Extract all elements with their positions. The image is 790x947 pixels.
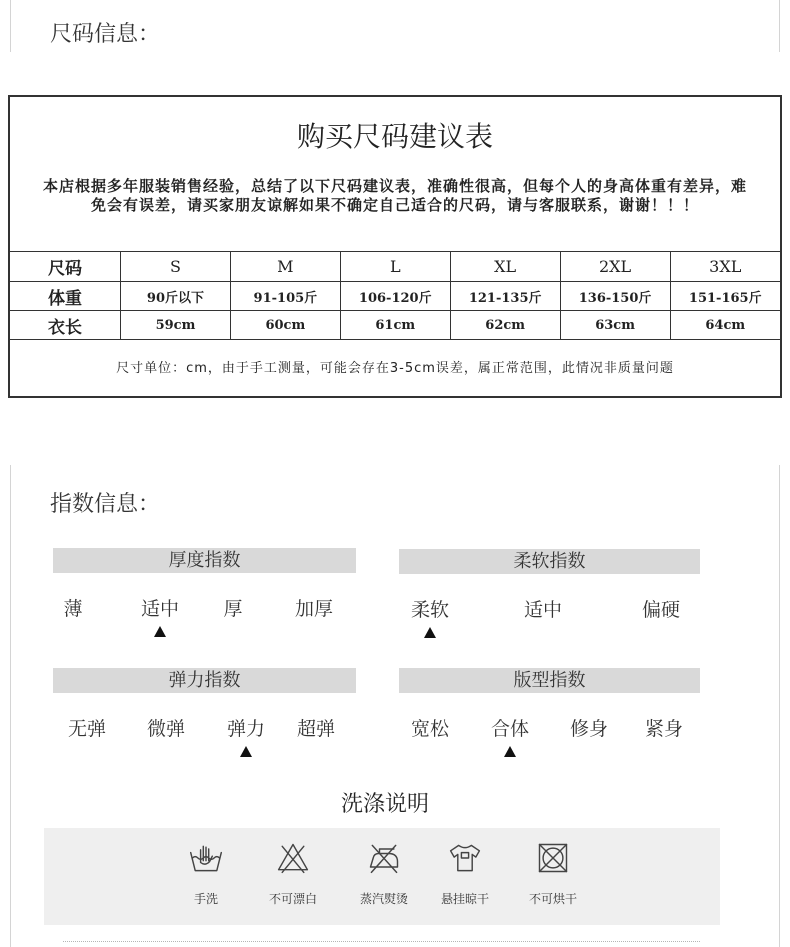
table-cell: 59cm (121, 311, 231, 340)
wash-label: 不可烘干 (528, 892, 577, 906)
wash-item (344, 828, 424, 925)
table-cell: XL (450, 252, 560, 282)
wash-item (513, 828, 593, 925)
table-cell: 63cm (560, 311, 670, 340)
no-tumble-dry-icon (535, 840, 571, 876)
table-cell: 106-120斤 (340, 282, 450, 311)
hang-dry-icon (447, 840, 483, 876)
index-option-label: 合体 (490, 718, 529, 740)
index-title: 柔软指数 (399, 549, 700, 574)
table-cell: M (230, 252, 340, 282)
index-option (198, 598, 268, 637)
index-option (125, 598, 195, 637)
index-option-label: 加厚 (294, 598, 333, 620)
index-option-label: 柔软 (410, 599, 449, 621)
index-option (52, 718, 122, 757)
no-bleach-icon (275, 840, 311, 876)
wash-item (425, 828, 505, 925)
index-option (211, 718, 281, 757)
table-cell: 61cm (340, 311, 450, 340)
index-option-label: 偏硬 (641, 599, 680, 621)
index-option (281, 718, 351, 757)
table-cell: 2XL (560, 252, 670, 282)
wash-label: 蒸汽熨烫 (359, 892, 408, 906)
wash-label: 手洗 (193, 892, 218, 906)
softness-index (399, 549, 700, 659)
frame-line-right-bottom (779, 465, 780, 947)
index-option-label: 厚 (223, 598, 243, 620)
selected-marker-icon (154, 626, 166, 637)
notice-line-2: 免会有误差，请买家朋友谅解如果不确定自己适合的尺码，请与客服联系，谢谢！！！ (90, 196, 699, 214)
index-option (38, 598, 108, 637)
index-option-label: 适中 (523, 599, 562, 621)
table-row-size (10, 252, 780, 282)
index-option (508, 599, 578, 638)
index-option-label: 宽松 (410, 718, 449, 740)
selected-marker-icon (424, 627, 436, 638)
index-info-heading: 指数信息： (50, 492, 161, 517)
index-option (279, 598, 349, 637)
wash-title: 洗涤说明 (340, 792, 429, 817)
wash-label: 不可漂白 (268, 892, 317, 906)
thickness-index (53, 548, 356, 658)
index-option-label: 薄 (63, 598, 83, 620)
table-row-weight (10, 282, 780, 311)
index-option (554, 718, 624, 757)
table-cell: S (121, 252, 231, 282)
size-info-heading: 尺码信息： (50, 22, 161, 47)
index-option (395, 718, 465, 757)
index-option (629, 718, 699, 757)
index-option-label: 弹力 (226, 718, 265, 740)
table-cell: 91-105斤 (230, 282, 340, 311)
table-cell: 151-165斤 (670, 282, 780, 311)
table-cell: L (340, 252, 450, 282)
steam-iron-icon (366, 840, 402, 876)
table-cell: 60cm (230, 311, 340, 340)
selected-marker-icon (240, 746, 252, 757)
wash-item (166, 828, 246, 925)
frame-line-left-top (10, 0, 11, 52)
index-option-label: 无弹 (67, 718, 106, 740)
size-table (10, 251, 780, 340)
elasticity-index (53, 668, 356, 778)
table-cell: 3XL (670, 252, 780, 282)
bottom-divider (63, 941, 700, 942)
hand-wash-icon (188, 840, 224, 876)
index-option (395, 599, 465, 638)
table-cell: 90斤以下 (121, 282, 231, 311)
index-option-label: 紧身 (644, 718, 683, 740)
index-option-label: 修身 (569, 718, 608, 740)
index-option (475, 718, 545, 757)
row-label: 体重 (10, 282, 121, 311)
chart-title: 购买尺码建议表 (296, 120, 493, 153)
index-title: 弹力指数 (53, 668, 356, 693)
wash-label: 悬挂晾干 (440, 892, 489, 906)
table-row-length (10, 311, 780, 340)
fit-index (399, 668, 700, 778)
wash-item (253, 828, 333, 925)
table-cell: 136-150斤 (560, 282, 670, 311)
frame-line-left-bottom (10, 465, 11, 947)
selected-marker-icon (504, 746, 516, 757)
table-cell: 62cm (450, 311, 560, 340)
index-option-label: 微弹 (146, 718, 185, 740)
row-label: 衣长 (10, 311, 121, 340)
notice-line-1: 本店根据多年服装销售经验，总结了以下尺码建议表，准确性很高，但每个人的身高体重有差异，难 (42, 177, 747, 195)
size-footnote: 尺寸单位：cm，由于手工测量，可能会存在3-5cm误差，属正常范围，此情况非质量问题 (116, 361, 674, 376)
size-chart (8, 95, 782, 398)
index-title: 版型指数 (399, 668, 700, 693)
index-option (131, 718, 201, 757)
index-title: 厚度指数 (53, 548, 356, 573)
wash-panel (44, 828, 720, 925)
table-cell: 64cm (670, 311, 780, 340)
index-option-label: 超弹 (296, 718, 335, 740)
frame-line-right-top (779, 0, 780, 52)
index-option-label: 适中 (140, 598, 179, 620)
table-cell: 121-135斤 (450, 282, 560, 311)
index-option (626, 599, 696, 638)
row-label: 尺码 (10, 252, 121, 282)
